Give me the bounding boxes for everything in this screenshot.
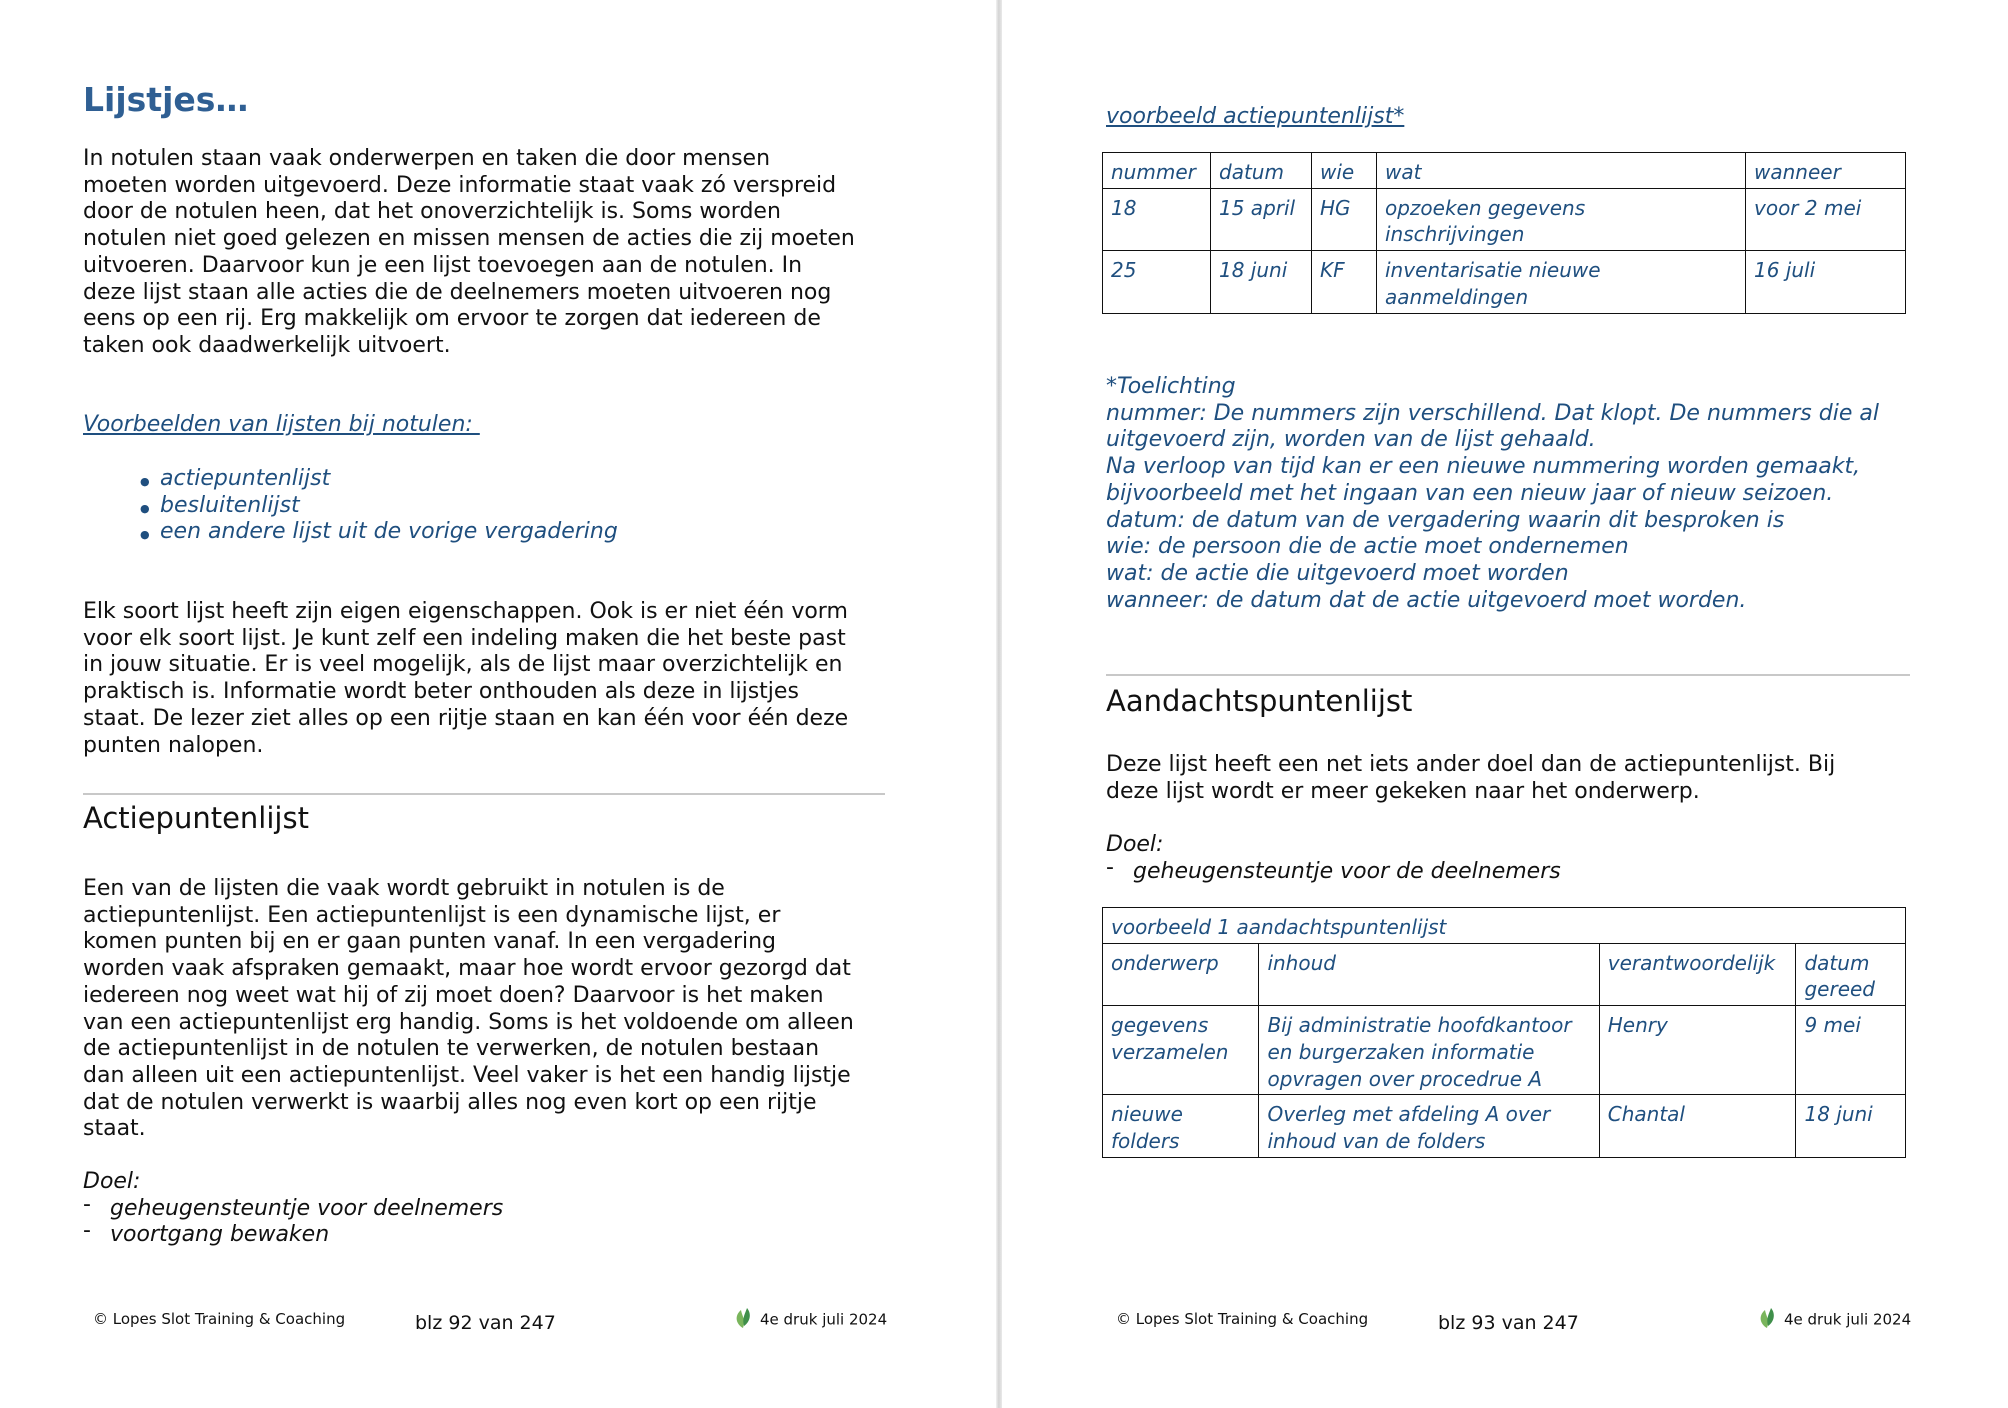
properties-paragraph — [83, 599, 848, 759]
text-line: wat: de actie die uitgevoerd moet worden — [1106, 560, 1569, 586]
table-header-cell: wat — [1377, 153, 1746, 189]
examples-heading: Voorbeelden van lijsten bij notulen: — [83, 412, 480, 437]
text-line: van een actiepuntenlijst erg handig. Soms is het voldoende om alleen — [83, 1009, 854, 1035]
text-line: wie: de persoon die de actie moet ondernemen — [1106, 534, 1629, 560]
text-line: Een van de lijsten die vaak wordt gebruikt in notulen is de — [83, 876, 725, 901]
table-cell: gegevens verzamelen — [1103, 1006, 1259, 1095]
table-cell: KF — [1312, 251, 1377, 313]
goal-item: - voortgang bewaken — [83, 1218, 330, 1248]
table-cell: voor 2 mei — [1746, 188, 1906, 250]
table-caption-row — [1103, 908, 1906, 944]
table-row — [1103, 188, 1906, 250]
text-line: dan alleen uit een actiepuntenlijst. Veel vaker is het een handig lijstje — [83, 1062, 851, 1088]
text-line: uitvoeren. Daarvoor kun je een lijst toevoegen aan de notulen. In — [83, 252, 803, 278]
section-divider — [1106, 674, 1910, 676]
table-header-cell: verantwoordelijk — [1599, 943, 1796, 1005]
table-cell: nieuwe folders — [1103, 1095, 1259, 1157]
table-cell: 16 juli — [1746, 251, 1906, 313]
table-cell: inventarisatie nieuwe aanmeldingen — [1377, 251, 1746, 313]
table-row — [1103, 251, 1906, 313]
table-row — [1103, 1006, 1906, 1095]
table-cell: HG — [1312, 188, 1377, 250]
table-cell: opzoeken gegevens inschrijvingen — [1377, 188, 1746, 250]
text-line: punten nalopen. — [83, 732, 264, 758]
attention-table — [1102, 907, 1906, 1158]
goal-block — [1106, 832, 1561, 885]
text-line: Deze lijst heeft een net iets ander doel dan de actiepuntenlijst. Bij — [1106, 752, 1836, 777]
text-line: uitgevoerd zijn, worden van de lijst gehaald. — [1106, 427, 1596, 453]
aandachtspuntenlijst-paragraph — [1106, 752, 1835, 805]
footer-copyright: © Lopes Slot Training & Coaching — [1116, 1310, 1369, 1328]
section-heading-aandachtspuntenlijst: Aandachtspuntenlijst — [1106, 684, 1413, 718]
left-page — [0, 0, 996, 1408]
text-line: Na verloop van tijd kan er een nieuwe nummering worden gemaakt, — [1106, 454, 1861, 480]
right-page — [1002, 0, 2008, 1408]
table-cell: 15 april — [1211, 188, 1312, 250]
text-line: Elk soort lijst heeft zijn eigen eigenschappen. Ook is er niet één vorm — [83, 599, 848, 624]
table-header-cell: nummer — [1103, 153, 1211, 189]
table-cell: Bij administratie hoofdkantoor en burgerzaken informatie opvragen over procedrue A — [1259, 1006, 1599, 1095]
table-cell: Henry — [1599, 1006, 1796, 1095]
list-item: ● actiepuntenlijst — [140, 466, 618, 493]
text-line: eens op een rij. Erg makkelijk om ervoor te zorgen dat iedereen de — [83, 306, 821, 332]
text-line: *Toelichting — [1106, 374, 1236, 399]
list-item: ● besluitenlijst — [140, 493, 618, 520]
table-header-row — [1103, 943, 1906, 1005]
text-line: deze lijst wordt er meer gekeken naar het onderwerp. — [1106, 778, 1700, 804]
goal-item: - geheugensteuntje voor deelnemers — [83, 1191, 504, 1221]
text-line: wanneer: de datum dat de actie uitgevoerd moet worden. — [1106, 587, 1747, 613]
section-divider — [83, 793, 885, 795]
text-line: bijvoorbeeld met het ingaan van een nieuw jaar of nieuw seizoen. — [1106, 480, 1834, 506]
footer-copyright: © Lopes Slot Training & Coaching — [93, 1310, 346, 1328]
table-cell: 25 — [1103, 251, 1211, 313]
dash-marker: - — [83, 1218, 91, 1244]
text-line: notulen niet goed gelezen en missen mensen de acties die zij moeten — [83, 226, 855, 252]
text-line: staat. De lezer ziet alles op een rijtje staan en kan één voor één deze — [83, 705, 849, 731]
goal-label: Doel: — [83, 1169, 141, 1194]
footer-edition: 4e druk juli 2024 — [732, 1306, 887, 1334]
dash-marker: - — [1106, 854, 1114, 880]
table-cell: 18 juni — [1211, 251, 1312, 313]
text-line: datum: de datum van de vergadering waarin dit besproken is — [1106, 507, 1785, 533]
table-header-cell: inhoud — [1259, 943, 1599, 1005]
list-item: ● een andere lijst uit de vorige vergadering — [140, 519, 618, 546]
footer-page-number: blz 92 van 247 — [415, 1312, 556, 1334]
text-line: deze lijst staan alle acties die de deelnemers moeten uitvoeren nog — [83, 279, 832, 305]
leaf-logo-icon — [1756, 1306, 1778, 1334]
table-header-row — [1103, 153, 1906, 189]
text-line: praktisch is. Informatie wordt beter onthouden als deze in lijstjes — [83, 679, 799, 705]
text-line: de actiepuntenlijst in de notulen te verwerken, de notulen bestaan — [83, 1036, 820, 1062]
text-line: iedereen nog weet wat hij of zij moet doen? Daarvoor is het maken — [83, 982, 824, 1008]
goal-label: Doel: — [1106, 832, 1164, 857]
table-header-cell: datum — [1211, 153, 1312, 189]
text-line: taken ook daadwerkelijk uitvoert. — [83, 332, 451, 358]
footer-edition: 4e druk juli 2024 — [1756, 1306, 1911, 1334]
text-line: actiepuntenlijst. Een actiepuntenlijst is een dynamische lijst, er — [83, 902, 781, 928]
intro-paragraph — [83, 146, 855, 360]
table-header-cell: wanneer — [1746, 153, 1906, 189]
table-cell: 9 mei — [1796, 1006, 1906, 1095]
table-cell: Overleg met afdeling A over inhoud van de folders — [1259, 1095, 1599, 1157]
text-line: door de notulen heen, dat het onoverzichtelijk is. Soms worden — [83, 199, 781, 225]
table-cell: 18 — [1103, 188, 1211, 250]
text-line: komen punten bij en er gaan punten vanaf. In een vergadering — [83, 929, 777, 955]
example-caption: voorbeeld actiepuntenlijst* — [1106, 104, 1405, 129]
text-line: nummer: De nummers zijn verschillend. Dat klopt. De nummers die al — [1106, 400, 1879, 426]
examples-list — [140, 466, 618, 546]
text-line: dat de notulen verwerkt is waarbij alles nog even kort op een rijtje — [83, 1089, 817, 1115]
dash-marker: - — [83, 1191, 91, 1217]
text-line: staat. — [83, 1116, 146, 1142]
table-header-cell: onderwerp — [1103, 943, 1259, 1005]
goal-block — [83, 1169, 503, 1249]
text-line: voor elk soort lijst. Je kunt zelf een indeling maken die het beste past — [83, 625, 846, 651]
text-line: in jouw situatie. Er is veel mogelijk, als de lijst maar overzichtelijk en — [83, 652, 843, 678]
actiepuntenlijst-paragraph — [83, 876, 854, 1143]
table-header-cell: datum gereed — [1796, 943, 1906, 1005]
notes-block — [1106, 374, 1879, 614]
page-title: Lijstjes… — [83, 80, 249, 119]
action-table — [1102, 152, 1906, 314]
text-line: worden vaak afspraken gemaakt, maar hoe wordt ervoor gezorgd dat — [83, 956, 851, 982]
goal-item: - geheugensteuntje voor de deelnemers — [1106, 854, 1561, 884]
table-caption: voorbeeld 1 aandachtspuntenlijst — [1103, 908, 1906, 944]
table-row — [1103, 1095, 1906, 1157]
section-heading-actiepuntenlijst: Actiepuntenlijst — [83, 801, 309, 835]
text-line: moeten worden uitgevoerd. Deze informatie staat vaak zó verspreid — [83, 172, 837, 198]
table-header-cell: wie — [1312, 153, 1377, 189]
table-cell: Chantal — [1599, 1095, 1796, 1157]
table-cell: 18 juni — [1796, 1095, 1906, 1157]
leaf-logo-icon — [732, 1306, 754, 1334]
text-line: In notulen staan vaak onderwerpen en taken die door mensen — [83, 146, 771, 171]
footer-page-number: blz 93 van 247 — [1438, 1312, 1579, 1334]
